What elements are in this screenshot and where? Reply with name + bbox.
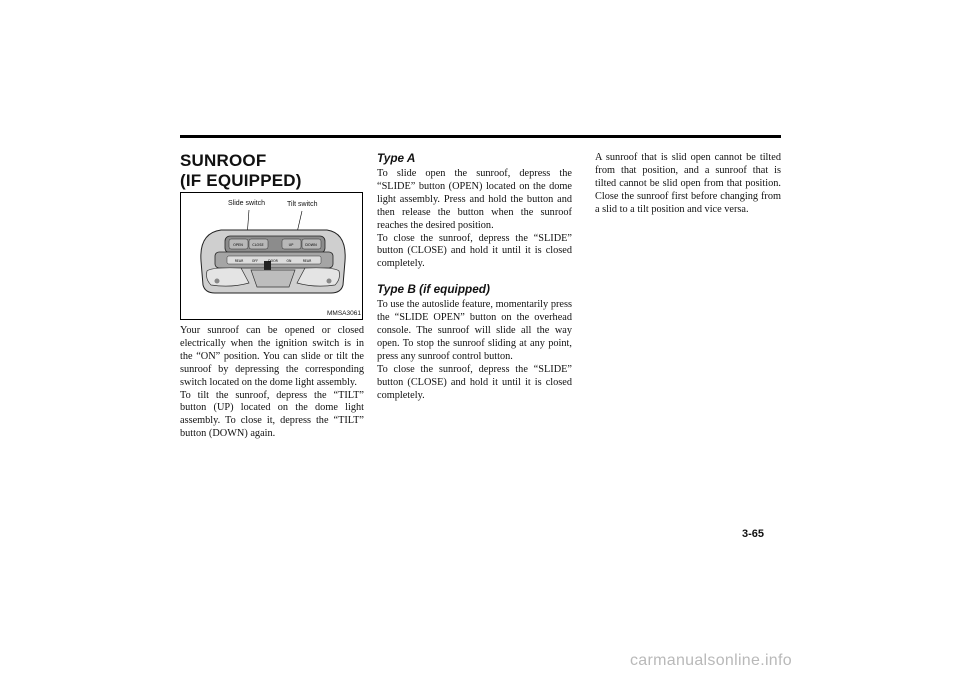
dome-light-console-illustration <box>181 193 362 319</box>
panel-rear-left-text: REAR <box>234 259 244 263</box>
tilt-switch-label: Tilt switch <box>287 201 318 208</box>
panel-off-text: OFF <box>251 259 259 263</box>
panel-rear-right-text: REAR <box>302 259 312 263</box>
sunroof-switch-figure <box>180 192 363 320</box>
intro-paragraph: To tilt the sunroof, depress the “TILT” button (UP) located on the dome light assembly. To close it, depress the “TILT” button (DOWN) again. <box>180 389 364 440</box>
note-paragraph: A sunroof that is slid open cannot be tilted from that position, and a sunroof that is tilted cannot be slid open from that position. Close the sunroof first before changing from a slid to a tilt position and vice versa. <box>595 152 781 215</box>
panel-down-text: DOWN <box>305 243 317 247</box>
panel-up-text: UP <box>288 243 294 247</box>
slide-switch-label: Slide switch <box>228 200 265 207</box>
intro-column <box>180 325 364 441</box>
type-b-heading: Type B (if equipped) <box>377 282 490 297</box>
type-a-heading: Type A <box>377 151 416 165</box>
section-title-line2: (IF EQUIPPED) <box>180 171 302 190</box>
header-rule <box>180 135 781 138</box>
page-number: 3-65 <box>742 528 765 540</box>
panel-door-text: DOOR <box>268 259 278 263</box>
type-instructions-column <box>377 151 572 403</box>
type-b-paragraph: To use the autoslide feature, momentarily press the “SLIDE OPEN” button on the overhead console. The sunroof will slide all the way open. To stop the sunroof sliding at any point, press any sunroof control button. <box>377 299 572 362</box>
figure-code: MMSA3061 <box>327 310 361 317</box>
type-a-paragraph: To close the sunroof, depress the “SLIDE” button (CLOSE) and hold it until it is closed completely. <box>377 232 572 270</box>
intro-paragraph: Your sunroof can be opened or closed electrically when the ignition switch is in the “ON” position. You can slide or tilt the sunroof by depressing the corresponding switch located on the dome light assembly. <box>180 325 364 388</box>
panel-close-text: CLOSE <box>252 243 264 247</box>
type-b-paragraph: To close the sunroof, depress the “SLIDE” button (CLOSE) and hold it until it is closed completely. <box>377 363 572 401</box>
type-a-paragraph: To slide open the sunroof, depress the “SLIDE” button (OPEN) located on the dome light assembly. Press and hold the button and then release the button when the sunroof reaches the desired position. <box>377 168 572 231</box>
panel-open-text: OPEN <box>233 243 243 247</box>
watermark: carmanualsonline.info <box>630 652 792 669</box>
section-title <box>180 151 370 191</box>
note-column <box>595 152 781 217</box>
panel-on-text: ON <box>286 259 292 263</box>
section-title-line1: SUNROOF <box>180 151 267 170</box>
